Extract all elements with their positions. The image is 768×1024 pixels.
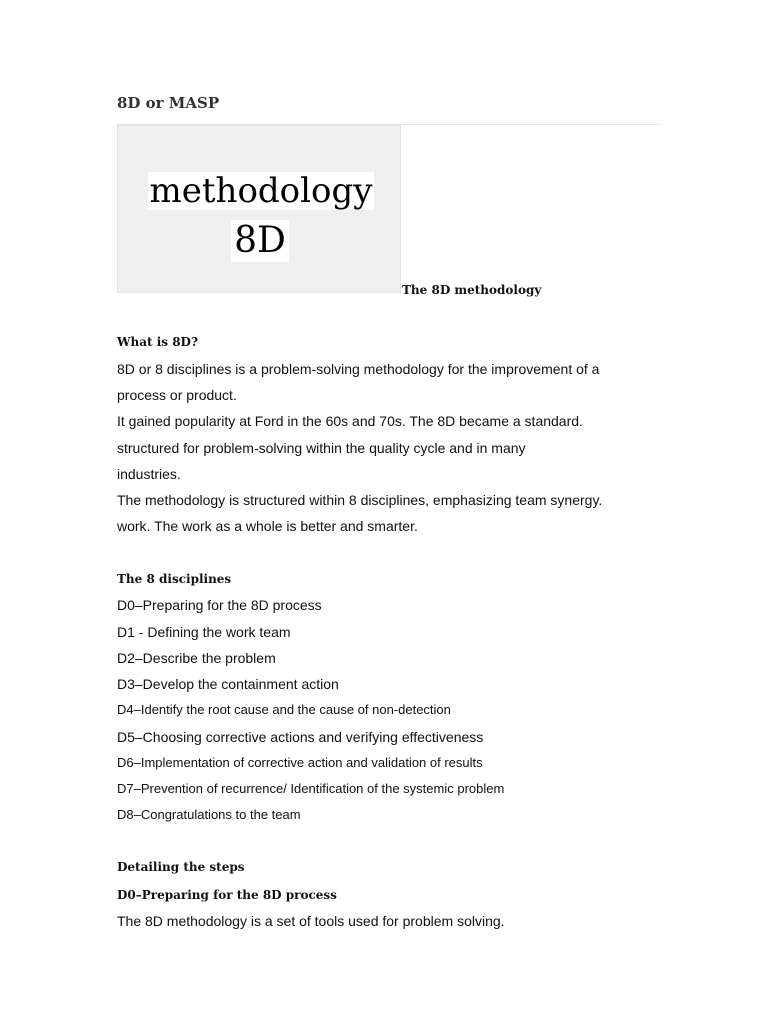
discipline-item: D5–Choosing corrective actions and verifying effectiveness [117,729,484,745]
discipline-item: D0–Preparing for the 8D process [117,597,322,613]
section-heading-8-disciplines: The 8 disciplines [117,572,232,586]
discipline-item: D1 - Defining the work team [117,624,291,640]
discipline-item: D7–Prevention of recurrence/ Identification of the systemic problem [117,781,505,796]
methodology-image [117,125,401,293]
page-title: 8D or MASP [117,94,220,112]
paragraph-line: industries. [117,466,181,482]
paragraph-line: The 8D methodology is a set of tools used for problem solving. [117,913,505,929]
paragraph-line: process or product. [117,387,237,403]
subheading-d0: D0–Preparing for the 8D process [117,888,337,902]
paragraph-line: structured for problem-solving within the quality cycle and in many [117,440,526,456]
discipline-item: D8–Congratulations to the team [117,807,301,822]
image-text-methodology: methodology [149,171,373,211]
paragraph-line: work. The work as a whole is better and smarter. [117,518,418,534]
paragraph-line: The methodology is structured within 8 disciplines, emphasizing team synergy. [117,492,603,508]
image-text-8d: 8D [231,220,289,262]
discipline-item: D6–Implementation of corrective action and validation of results [117,755,483,770]
paragraph-line: It gained popularity at Ford in the 60s and 70s. The 8D became a standard. [117,413,583,429]
paragraph-line: 8D or 8 disciplines is a problem-solving methodology for the improvement of a [117,361,600,377]
section-heading-detailing-steps: Detailing the steps [117,860,245,874]
image-caption: The 8D methodology [402,283,542,297]
discipline-item: D2–Describe the problem [117,650,276,666]
discipline-item: D3–Develop the containment action [117,676,339,692]
section-heading-what-is-8d: What is 8D? [117,335,198,349]
discipline-item: D4–Identify the root cause and the cause of non-detection [117,702,451,717]
